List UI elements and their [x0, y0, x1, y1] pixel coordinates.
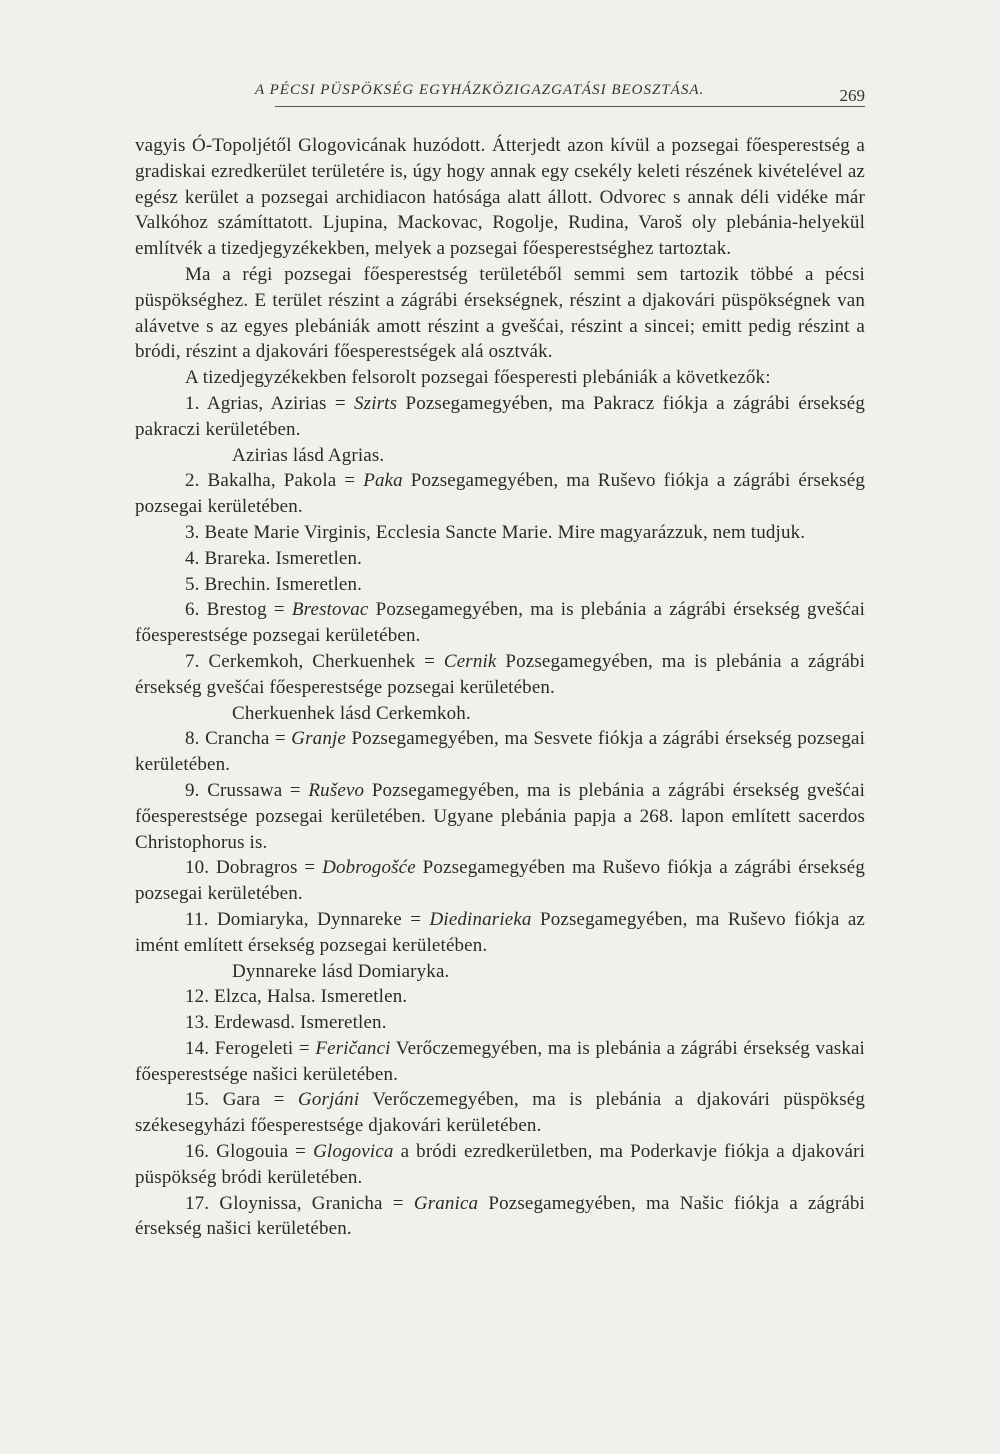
entry-modern-name: Granica: [413, 1192, 479, 1214]
parish-entry: [135, 546, 865, 572]
cross-reference: [135, 959, 865, 985]
paragraph: A tizedjegyzékekben felsorolt pozsegai főesperesti plebániák a következők:: [185, 367, 771, 389]
entry-historic-name: Cerkemkoh, Cherkuenhek =: [208, 650, 444, 672]
parish-entry-list: [135, 391, 865, 1242]
entry-historic-name: Crancha =: [205, 728, 292, 750]
paragraph: Ma a régi pozsegai főesperestség területéből semmi sem tartozik többé a pécsi püspökséghez. E terület részint a zágrábi érsekségnek, részint a djakovári püspökségnek van alávetve s az egyes plebániák amott részint a gvešćai, részint a sincei; emitt pedig részint a bródi, részint a djakovári főesperestségek alá osztvák.: [135, 263, 865, 363]
entry-modern-name: Brestovac: [291, 599, 369, 621]
entry-number: 7.: [185, 650, 200, 672]
parish-entry: [135, 649, 865, 701]
entry-modern-name: Feričanci: [315, 1037, 391, 1059]
parish-entry: [135, 572, 865, 598]
parish-entry: [135, 778, 865, 855]
entry-number: 16.: [185, 1141, 210, 1163]
entry-historic-name: Elzca, Halsa. Ismeretlen.: [214, 986, 408, 1008]
entry-historic-name: Beate Marie Virginis, Ecclesia Sancte Marie. Mire magyarázzuk, nem tudjuk.: [204, 521, 806, 543]
entry-description: Verőczemegyében, ma is plebánia a djakovári püspökség székesegyházi főesperestsége djakovári kerületében.: [135, 1089, 865, 1137]
paragraph: vagyis Ó-Topoljétől Glogovicának huzódott. Átterjedt azon kívül a pozsegai főesperestség a gradiskai ezredkerület területére is, úgy hogy annak egy csekély keleti részének kivételével az egész kerület a pozsegai archidiacon hatósága alatt állott. Odvorec s annak déli vidéke már Valkóhoz számíttatott. Ljupina, Mackovac, Rogolje, Rudina, Varoš oly plebánia-helyekül említvék a tizedjegyzékekben, melyek a pozsegai főesperestséghez tartoztak.: [135, 135, 865, 260]
entry-number: 3.: [185, 521, 200, 543]
entry-modern-name: Glogovica: [313, 1141, 394, 1163]
parish-entry: [135, 468, 865, 520]
entry-number: 17.: [185, 1192, 210, 1214]
cross-reference-text: Azirias lásd Agrias.: [232, 444, 385, 466]
parish-entry: [135, 907, 865, 959]
entry-description: Pozsegamegyében, ma Pakracz fiókja a zágrábi érsekség pakraczi kerületében.: [135, 392, 865, 440]
entry-description: Pozsegamegyében, ma Ruševo fiókja a zágrábi érsekség pozsegai kerületében.: [135, 470, 865, 518]
entry-description: Verőczemegyében, ma is plebánia a zágrábi érsekség vaskai főesperestsége našici kerületében.: [135, 1037, 865, 1085]
parish-entry: [135, 855, 865, 907]
entry-number: 4.: [185, 547, 200, 569]
entry-historic-name: Bakalha, Pakola =: [207, 470, 364, 492]
entry-historic-name: Domiaryka, Dynnareke =: [216, 908, 430, 930]
entry-historic-name: Agrias, Azirias =: [206, 392, 355, 414]
page-number: 269: [839, 86, 865, 105]
entry-historic-name: Erdewasd. Ismeretlen.: [214, 1012, 387, 1034]
parish-entry: [135, 984, 865, 1010]
parish-entry: [135, 391, 865, 443]
parish-entry: [135, 1191, 865, 1243]
running-title: A PÉCSI PÜSPÖKSÉG EGYHÁZKÖZIGAZGATÁSI BEOSZTÁSA.: [255, 82, 705, 98]
entry-description: Pozsegamegyében, ma Našic fiókja a zágrábi érsekség našici kerületében.: [135, 1192, 865, 1240]
page-header: [135, 76, 865, 112]
entry-modern-name: Cernik: [443, 650, 497, 672]
parish-entry: [135, 1139, 865, 1191]
entry-description: Pozsegamegyében, ma is plebánia a zágrábi érsekség gvešćai főesperestsége pozsegai kerületében.: [135, 599, 865, 647]
entry-number: 5.: [185, 573, 200, 595]
entry-number: 2.: [185, 470, 200, 492]
parish-entry: [135, 726, 865, 778]
entry-historic-name: Crussawa =: [207, 779, 309, 801]
entry-historic-name: Brestog =: [206, 599, 292, 621]
entry-modern-name: Gorjáni: [298, 1089, 360, 1111]
entry-number: 6.: [185, 599, 200, 621]
entry-number: 8.: [185, 728, 200, 750]
entry-number: 11.: [185, 908, 209, 930]
entry-description: Pozsegamegyében ma Ruševo fiókja a zágrábi érsekség pozsegai kerületében.: [135, 857, 866, 905]
entry-historic-name: Brareka. Ismeretlen.: [204, 547, 363, 569]
entry-historic-name: Gara =: [222, 1089, 299, 1111]
cross-reference-text: Cherkuenhek lásd Cerkemkoh.: [232, 702, 471, 724]
entry-historic-name: Ferogeleti =: [214, 1037, 316, 1059]
cross-reference: [135, 701, 865, 727]
entry-number: 9.: [185, 779, 200, 801]
entry-number: 15.: [185, 1089, 210, 1111]
parish-entry: [135, 1087, 865, 1139]
entry-description: a bródi ezredkerületben, ma Poderkavje fiókja a djakovári püspökség bródi kerületében.: [135, 1141, 866, 1188]
header-rule: [275, 106, 865, 107]
parish-entry: [135, 520, 865, 546]
entry-description: Pozsegamegyében, ma Ruševo fiókja az imént említett érsekség pozsegai kerületében.: [135, 908, 865, 956]
entry-number: 1.: [185, 392, 200, 414]
parish-entry: [135, 1036, 865, 1088]
entry-modern-name: Diedinarieka: [429, 908, 532, 930]
entry-number: 12.: [185, 986, 210, 1008]
entry-historic-name: Glogouia =: [216, 1141, 314, 1163]
entry-description: Pozsegamegyében, ma Sesvete fiókja a zágrábi érsekség pozsegai kerületében.: [135, 728, 865, 776]
page-body: [135, 133, 865, 1242]
entry-historic-name: Gloynissa, Granicha =: [219, 1192, 414, 1214]
entry-modern-name: Szirts: [354, 392, 398, 414]
entry-historic-name: Dobragros =: [216, 857, 323, 879]
entry-modern-name: Paka: [363, 470, 403, 492]
entry-historic-name: Brechin. Ismeretlen.: [204, 573, 363, 595]
entry-description: Pozsegamegyében, ma is plebánia a zágrábi érsekség gvešćai főesperestsége pozsegai kerületében. Ugyane plebánia papja a 268. lapon említett sacerdos Christophorus is.: [135, 779, 865, 853]
entry-number: 10.: [185, 857, 210, 879]
entry-description: Pozsegamegyében, ma is plebánia a zágrábi érsekség gvešćai főesperestsége pozsegai kerületében.: [135, 650, 865, 698]
parish-entry: [135, 597, 865, 649]
entry-modern-name: Dobrogošće: [322, 857, 416, 879]
entry-number: 14.: [185, 1037, 210, 1059]
parish-entry: [135, 1010, 865, 1036]
cross-reference-text: Dynnareke lásd Domiaryka.: [232, 960, 450, 982]
entry-modern-name: Ruševo: [308, 779, 365, 801]
cross-reference: [135, 443, 865, 469]
entry-modern-name: Granje: [291, 728, 346, 750]
entry-number: 13.: [185, 1012, 210, 1034]
